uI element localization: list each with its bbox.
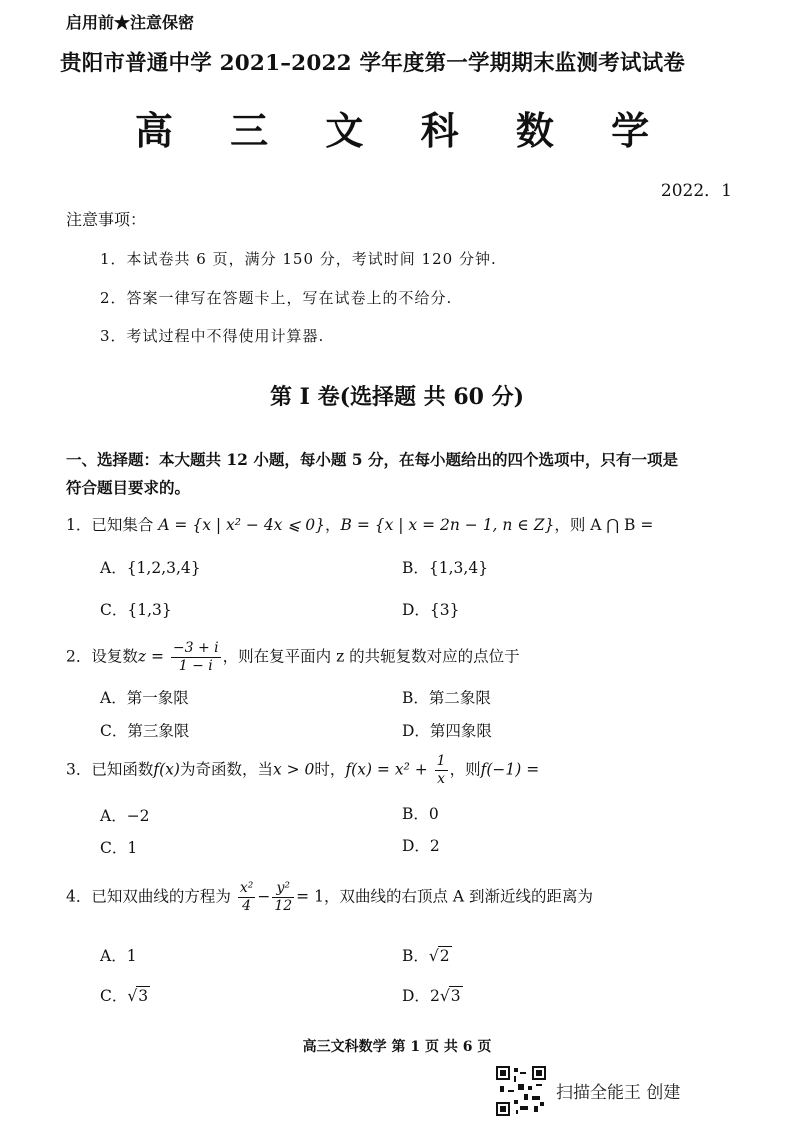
question-3-denominator: x [437, 771, 446, 787]
question-2-stem [66, 640, 520, 675]
sqrt-icon: √2 [428, 947, 450, 965]
question-3-option-a: A．−2 [100, 807, 150, 825]
page-footer: 高三文科数学 第 1 页 共 6 页 [302, 1039, 492, 1055]
section-title: 第 I 卷(选择题 共 60 分) [269, 384, 525, 410]
question-4-option-b [402, 944, 452, 966]
question-4-prefix: 4．已知双曲线的方程为 [66, 887, 231, 906]
question-1-separator: ， [325, 516, 341, 534]
note-item: 1．本试卷共 6 页，满分 150 分，考试时间 120 分钟. [100, 250, 497, 268]
question-2-option-d: D．第四象限 [402, 722, 492, 740]
question-3-fraction [435, 753, 448, 788]
question-4-option-d-label: D． [402, 987, 430, 1005]
question-4-equals: = 1 [296, 887, 324, 906]
question-3-option-c: C．1 [100, 839, 138, 857]
question-1-suffix: ，则 A ⋂ B = [554, 516, 654, 534]
question-4-option-c [100, 984, 150, 1006]
question-2-fraction [171, 640, 221, 675]
question-4-denominator-x: 4 [242, 898, 252, 914]
question-4-denominator-y: 12 [274, 898, 293, 914]
question-1-option-b: B．{1,3,4} [402, 559, 489, 577]
question-4-option-a-label: A． [100, 947, 127, 965]
note-item: 2．答案一律写在答题卡上，写在试卷上的不给分. [100, 289, 453, 307]
question-1-set-a: A = {x | x² − 4x ⩽ 0} [158, 516, 325, 534]
question-1-stem [66, 513, 653, 535]
question-2-prefix: 2．设复数 [66, 647, 138, 666]
exam-title: 贵阳市普通中学 2021–2022 学年度第一学期期末监测考试试卷 [60, 51, 686, 76]
question-4-option-d-value: 3 [450, 987, 461, 1005]
question-4-suffix: ，双曲线的右顶点 A 到渐近线的距离为 [323, 887, 593, 906]
sqrt-icon: √3 [127, 987, 149, 1005]
question-4-option-c-label: C． [100, 987, 128, 1005]
question-1-option-d: D．{3} [402, 601, 460, 619]
question-3-option-d: D．2 [402, 837, 440, 855]
question-4-option-b-value: 2 [439, 947, 450, 965]
question-3-condition: x > 0 [272, 760, 315, 779]
question-1-option-a: A．{1,2,3,4} [100, 559, 201, 577]
question-2-denominator: 1 − i [178, 658, 213, 674]
question-4-stem [66, 880, 593, 915]
confidentiality-label: 启用前★注意保密 [66, 13, 195, 32]
question-4-option-a [100, 944, 137, 966]
question-4-minus: − [257, 887, 271, 906]
question-3-mid2: 时， [314, 760, 346, 779]
question-2-suffix: ，则在复平面内 z 的共轭复数对应的点位于 [222, 647, 520, 666]
scanner-watermark: 扫描全能王 创建 [556, 1083, 681, 1103]
question-4-option-b-label: B． [402, 947, 429, 965]
question-3-mid: 为奇函数，当 [179, 760, 273, 779]
notes-heading: 注意事项： [66, 210, 147, 229]
subject-title: 高 三 文 科 数 学 [134, 108, 672, 153]
exam-date: 2022．1 [660, 181, 732, 201]
question-1-prefix: 1．已知集合 [66, 516, 154, 534]
section-instruction-line2: 符合题目要求的。 [66, 478, 191, 497]
question-4-option-c-value: 3 [138, 987, 149, 1005]
question-4-fraction-y [272, 880, 294, 915]
question-4-option-d [402, 984, 463, 1006]
question-4-fraction-x [238, 880, 256, 915]
question-2-numerator: −3 + i [172, 640, 219, 656]
question-3-stem [66, 753, 539, 788]
note-item: 3．考试过程中不得使用计算器. [100, 327, 325, 345]
question-2-option-c: C．第三象限 [100, 722, 190, 740]
question-1-option-c: C．{1,3} [100, 601, 172, 619]
qr-code-icon [496, 1066, 546, 1116]
question-4-option-a-value: 1 [126, 947, 137, 965]
question-3-expression: f(x) = x² + [345, 760, 428, 779]
question-2-option-a: A．第一象限 [100, 689, 189, 707]
question-4-option-d-prefix: 2 [429, 987, 440, 1005]
question-4-numerator-y: y² [272, 880, 294, 898]
question-3-suffix: ，则 [449, 760, 481, 779]
question-3-option-b: B．0 [402, 805, 439, 823]
question-3-function: f(x) [153, 760, 180, 779]
question-3-numerator: 1 [436, 753, 446, 769]
question-2-option-b: B．第二象限 [402, 689, 491, 707]
question-3-ask: f(−1) = [480, 760, 540, 779]
question-3-prefix: 3．已知函数 [66, 760, 154, 779]
sqrt-icon: √3 [439, 987, 461, 1005]
question-1-set-b: B = {x | x = 2n − 1, n ∈ Z} [340, 516, 555, 534]
question-4-numerator-x: x² [239, 880, 254, 896]
section-instruction-line1: 一、选择题：本大题共 12 小题，每小题 5 分，在每小题给出的四个选项中，只有一项是 [66, 450, 678, 469]
question-2-variable: z = [137, 647, 164, 666]
